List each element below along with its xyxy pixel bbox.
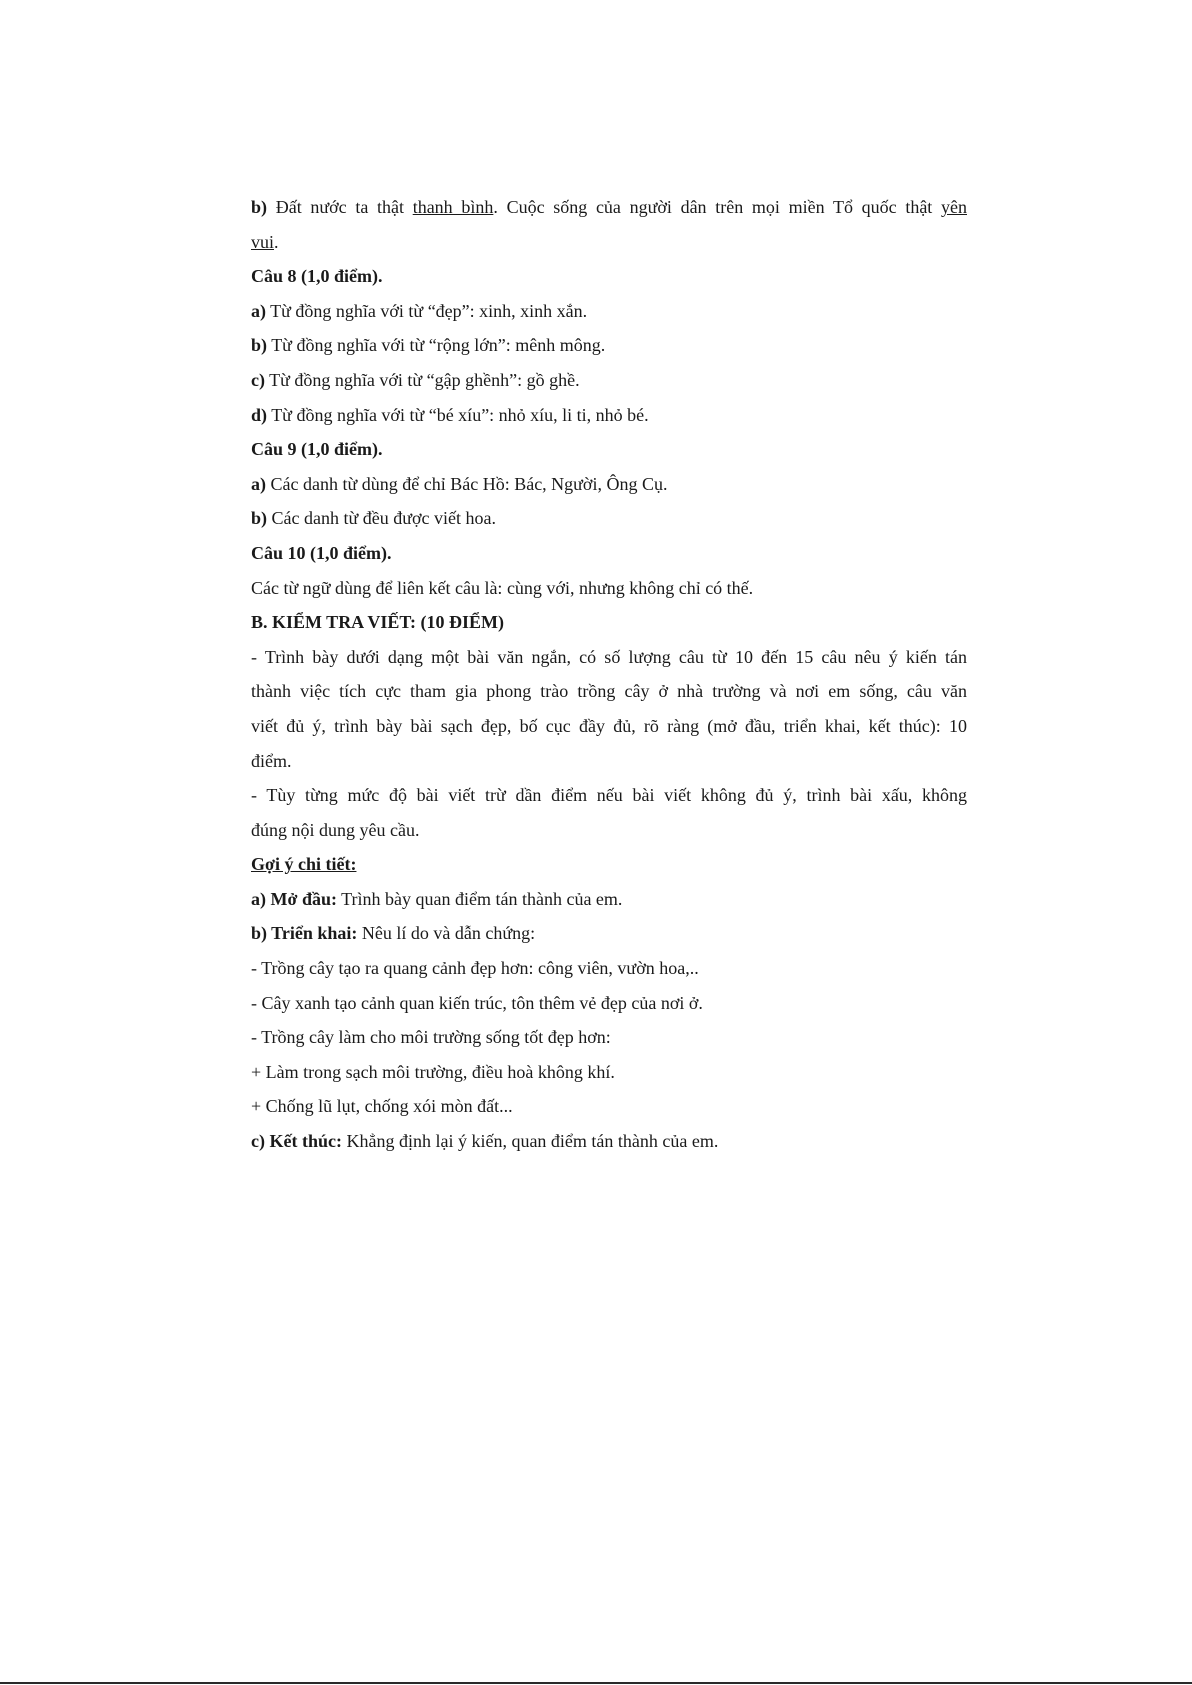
suggestion-development: b) Triển khai: Nêu lí do và dẫn chứng: <box>251 923 536 944</box>
suggestion-point: + Chống lũ lụt, chống xói mòn đất... <box>251 1096 513 1117</box>
suggestion-point: - Trồng cây làm cho môi trường sống tốt đẹp hơn: <box>251 1027 611 1048</box>
section-b-para1-line: - Trình bày dưới dạng một bài văn ngắn, có số lượng câu từ 10 đến 15 câu nêu ý kiến tán <box>251 646 967 667</box>
question-8-heading: Câu 8 (1,0 điểm). <box>251 266 383 287</box>
answer-9b: b) Các danh từ đều được viết hoa. <box>251 508 496 529</box>
answer-9a: a) Các danh từ dùng để chỉ Bác Hồ: Bác, Người, Ông Cụ. <box>251 473 668 494</box>
section-b-heading: B. KIỂM TRA VIẾT: (10 ĐIỂM) <box>251 612 505 633</box>
answer-8c: c) Từ đồng nghĩa với từ “gập ghềnh”: gồ ghề. <box>251 369 580 390</box>
answer-8d: d) Từ đồng nghĩa với từ “bé xíu”: nhỏ xíu, li ti, nhỏ bé. <box>251 404 649 425</box>
section-b-para1-line: thành việc tích cực tham gia phong trào trồng cây ở nhà trường và nơi em sống, câu văn <box>251 681 967 702</box>
answer-8b: b) Từ đồng nghĩa với từ “rộng lớn”: mênh mông. <box>251 335 606 356</box>
section-b-para1-line: viết đủ ý, trình bày bài sạch đẹp, bố cục đầy đủ, rõ ràng (mở đầu, triển khai, kết thúc): 10 <box>251 715 967 736</box>
page-bottom-rule <box>0 1682 1192 1684</box>
answer-10: Các từ ngữ dùng để liên kết câu là: cùng với, nhưng không chỉ có thế. <box>251 577 754 598</box>
answer-7b-line-1: b) Đất nước ta thật thanh bình. Cuộc sống của người dân trên mọi miền Tổ quốc thật yên <box>251 197 967 217</box>
question-10-heading: Câu 10 (1,0 điểm). <box>251 542 392 563</box>
document-body <box>251 190 967 1159</box>
answer-7b-line-2: vui. <box>251 231 279 252</box>
section-b-para2-line: - Tùy từng mức độ bài viết trừ dần điểm nếu bài viết không đủ ý, trình bài xấu, không <box>251 785 967 806</box>
suggestion-heading: Gợi ý chi tiết: <box>251 854 357 875</box>
section-b-para2-line: đúng nội dung yêu cầu. <box>251 819 420 840</box>
suggestion-point: - Trồng cây tạo ra quang cảnh đẹp hơn: công viên, vườn hoa,.. <box>251 958 699 979</box>
suggestion-conclusion: c) Kết thúc: Khẳng định lại ý kiến, quan điểm tán thành của em. <box>251 1131 719 1152</box>
suggestion-opening: a) Mở đầu: Trình bày quan điểm tán thành của em. <box>251 888 623 909</box>
suggestion-point: - Cây xanh tạo cảnh quan kiến trúc, tôn thêm vẻ đẹp của nơi ở. <box>251 992 703 1013</box>
answer-8a: a) Từ đồng nghĩa với từ “đẹp”: xinh, xinh xắn. <box>251 300 588 321</box>
suggestion-point: + Làm trong sạch môi trường, điều hoà không khí. <box>251 1061 615 1082</box>
question-9-heading: Câu 9 (1,0 điểm). <box>251 439 383 460</box>
section-b-para1-line: điểm. <box>251 750 292 771</box>
